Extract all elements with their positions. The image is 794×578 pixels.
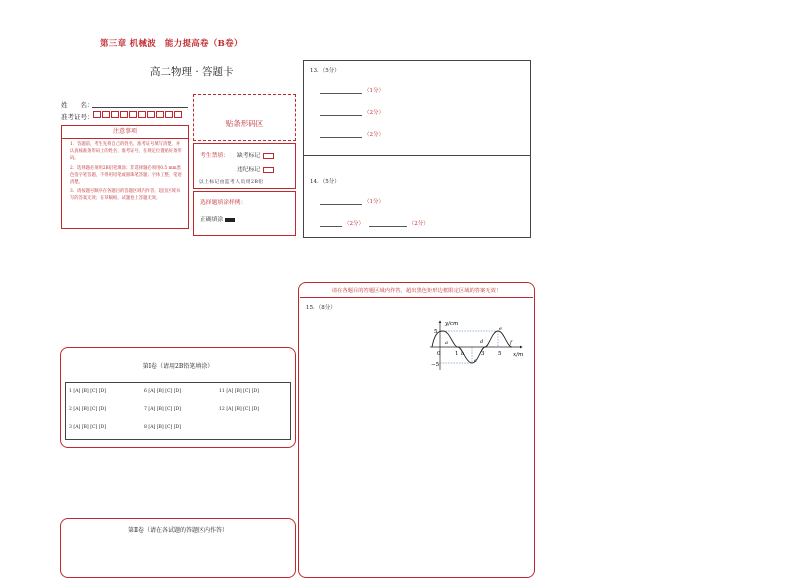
q14-blank-2[interactable] [320,220,342,227]
q13-score-2: （2分） [364,110,384,116]
question-number: 12 [219,407,225,412]
q14-blank-1[interactable] [320,198,362,205]
q14-score-3: （2分） [408,221,429,227]
id-digit-box[interactable] [156,111,164,118]
barcode-area [193,94,296,141]
choice-options[interactable]: [A] [B] [C] [D] [148,425,182,430]
y-axis-label: y/cm [445,321,459,327]
notice-body [62,139,188,203]
notice-item: 2．选择题必须用2B铅笔填涂；非选择题必须用0.5 mm黑色签字笔答题，不得用铅笔或圆珠笔答题；字体工整、笔迹清楚。 [70,165,182,186]
question-number: 6 [144,389,147,394]
divider [303,155,531,156]
choice-options[interactable]: [A] [B] [C] [D] [73,389,107,394]
id-digit-box[interactable] [138,111,146,118]
question-number: 7 [144,407,147,412]
q13-title: 13．（5分） [310,68,340,74]
name-field[interactable] [92,107,188,108]
x-axis-label: x/m [513,352,524,358]
violation-label: 违纪标记 [237,167,261,173]
id-digit-box[interactable] [129,111,137,118]
name-label: 姓 名： [61,101,94,109]
choice-row [69,389,106,394]
notice-title: 注意事项 [62,126,188,139]
point-label: c [474,358,477,364]
point-label: e [499,326,502,332]
barcode-label: 贴条形码区 [225,119,264,128]
choice-row [69,407,106,412]
y-max-label: 5 [434,329,438,335]
sheet-title: 高二物理 · 答题卡 [150,66,234,78]
fill-example-title: 选择题填涂样例： [200,200,247,206]
point-label: a [445,340,448,346]
x-tick-label: 0 [437,351,441,357]
q14-blank-3[interactable] [369,220,407,227]
id-digit-box[interactable] [174,111,182,118]
choice-options[interactable]: [A] [B] [C] [D] [226,389,259,394]
notice-item: 1．答题前，考生先将自己的姓名、准考证号填写清楚，并认真核准条形码上的姓名、准考证号，在规定位置贴好条形码。 [70,142,182,162]
absent-mark[interactable] [263,153,274,159]
candidate-note: 以上标记由监考人员用2B铅 [199,180,264,185]
id-digit-box[interactable] [93,111,101,118]
y-min-label: −5 [431,362,440,368]
violation-mark[interactable] [263,167,274,173]
choice-options[interactable]: [A] [B] [C] [D] [73,425,107,430]
x-tick-label: 3 [481,351,485,357]
question-number: 1 [69,389,72,394]
id-label: 准考证号： [61,113,94,121]
choice-options[interactable]: [A] [B] [C] [D] [73,407,107,412]
q13-blank-2[interactable] [320,109,362,116]
id-digit-box[interactable] [120,111,128,118]
chapter-title: 第三章 机械波 能力提高卷（B卷） [100,39,243,49]
choice-row [144,407,181,412]
point-label: d [480,339,484,345]
correct-fill-label: 正确填涂 [200,217,224,223]
x-tick-label: 1 [455,351,459,357]
id-digit-box[interactable] [102,111,110,118]
choice-row [144,389,181,394]
q13-score-3: （2分） [364,132,384,138]
part1-title: 第Ⅰ卷（请用2B铅笔填涂） [142,363,214,370]
id-digit-box[interactable] [165,111,173,118]
filled-sample [225,218,235,222]
candidate-marks-box [193,143,296,189]
point-label: b [461,351,465,357]
question-number: 11 [219,389,225,394]
id-digit-box[interactable] [111,111,119,118]
question-number: 2 [69,407,72,412]
q14-title: 14．（5分） [310,179,340,185]
q13-blank-3[interactable] [320,131,362,138]
q15-title: 15．（8分） [306,305,336,311]
question-number: 3 [69,425,72,430]
q13-score-1: （1分） [364,88,384,94]
question-number: 8 [144,425,147,430]
point-label: f [510,340,512,346]
id-digit-box[interactable] [147,111,155,118]
q13-blank-1[interactable] [320,87,362,94]
choice-row [69,425,106,430]
choice-row [219,389,259,394]
choice-row [144,425,181,430]
notice-item: 3．请按题号顺序在各题目的答题区域内作答，超出区域书写的答案无效；在草稿纸、试题卷上答题无效。 [70,189,181,202]
q14-score-1: （1分） [364,199,384,205]
q15-banner: 请在各题目的答题区域内作答，超出黑色矩形边框限定区域的答案无效！ [300,284,533,298]
notice-box [61,125,189,229]
choice-options[interactable]: [A] [B] [C] [D] [148,407,182,412]
choice-options[interactable]: [A] [B] [C] [D] [148,389,182,394]
q14-score-2: （2分） [344,221,364,227]
id-boxes[interactable] [93,111,182,118]
x-tick-label: 5 [498,351,502,357]
wave-graph [428,318,528,376]
part2-title: 第Ⅱ卷（请在各试题的答题区内作答） [127,527,229,534]
absent-label: 缺考标记 [237,153,261,159]
fill-example-box [193,191,296,236]
choice-options[interactable]: [A] [B] [C] [D] [226,407,259,412]
candidate-label: 考生禁填： [200,153,229,159]
choice-row [219,407,259,412]
